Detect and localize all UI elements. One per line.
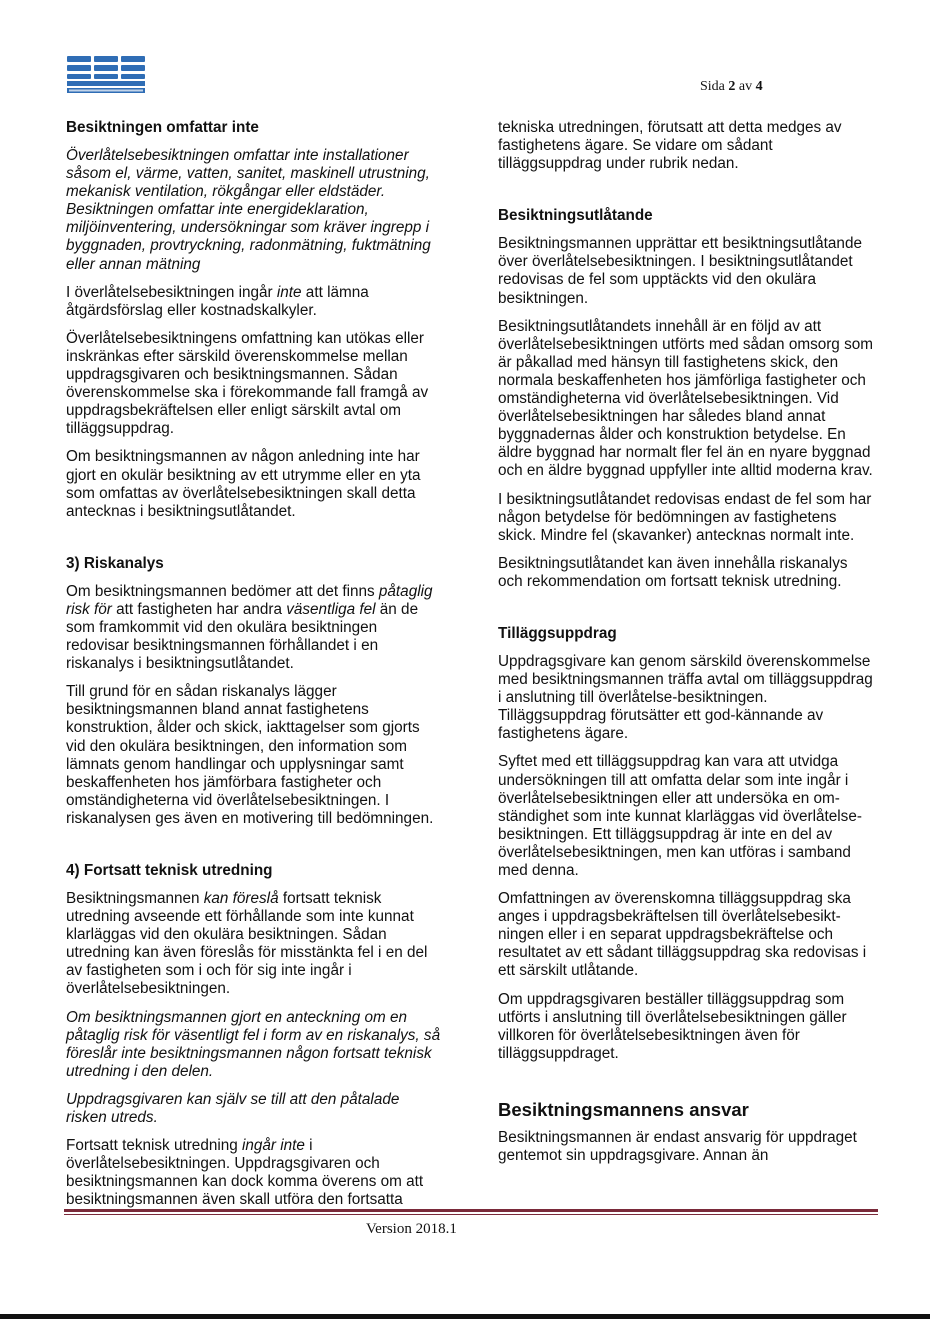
paragraph: I besiktningsutlåtandet redovisas endast de fel som har någon betydelse för bedömningen av fastighetens skick. Mindre fel (skavanker) antecknas normalt inte. [498, 490, 872, 544]
footer-rule-thin [64, 1214, 878, 1215]
paragraph: Uppdragsgivare kan genom särskild överenskommelse med besiktningsmannen träffa avtal om tilläggsuppdrag i anslutning till överlåtelse-besiktningen. Tilläggsuppdrag förutsätter ett god-kännande av fastighetens ägare. [498, 652, 873, 743]
heading-besiktningsutlatande: Besiktningsutlåtande [498, 207, 653, 225]
paragraph: Om uppdragsgivaren beställer tilläggsuppdrag som utförts i anslutning till överlåtelsebesiktningen gäller villkoren för överlåtelsebesiktningen även för tilläggsuppdraget. [498, 990, 847, 1062]
paragraph: Besiktningsutlåtandets innehåll är en följd av att överlåtelsebesiktningen utförts med sådan omsorg som är påkallad med hänsyn till fastighetens skick, den normala beskaffenheten hos jämförliga fastigheter och omständigheterna vid överlåtelsebesiktningen. Vid överlåtelsebesiktningen har således bland annat byggnadernas ålder och konstruktion betydelse. En äldre byggnad har normalt fler fel än en nyare byggnad och en äldre byggnad uppfyller inte alltid moderna krav. [498, 317, 873, 480]
heading-besiktningen-omfattar-inte: Besiktningen omfattar inte [66, 119, 259, 136]
paragraph: Syftet med ett tilläggsuppdrag kan vara att utvidga undersökningen till att omfatta delar som inte ingår i överlåtelsebesiktningen eller att undersöka en om-ständighet som inte kunnat klarläggas vid överlåtelse-besiktningen. Ett tilläggsuppdrag är inte en del av överlåtelsebesiktningen, men kan utföras i samband med denna. [498, 753, 862, 879]
heading-besiktningsmannens-ansvar: Besiktningsmannens ansvar [498, 1098, 749, 1120]
paragraph: I överlåtelsebesiktningen ingår inte att lämna åtgärdsförslag eller kostnadskalkyler. [66, 283, 369, 319]
paragraph: Uppdragsgivaren kan själv se till att den påtalade risken utreds. [66, 1090, 400, 1127]
right-column [498, 119, 876, 1175]
paragraph: Besiktningsutlåtandet kan även innehålla riskanalys och rekommendation om fortsatt teknisk utredning. [498, 554, 848, 590]
paragraph: Om besiktningsmannen av någon anledning inte har gjort en okulär besiktning av ett utrymme eller en yta som omfattas av överlåtelsebesiktningen skall detta antecknas i besiktningsutlåtandet. [66, 448, 421, 520]
sbr-logo [66, 55, 146, 95]
paragraph: Om besiktningsmannen gjort en anteckning om en påtaglig risk för väsentligt fel i form av en riskanalys, så föreslår inte besiktningsmannen någon fortsatt teknisk utredning i den delen. [66, 1008, 441, 1080]
paragraph: Besiktningsmannen upprättar ett besiktningsutlåtande över överlåtelsebesiktningen. I besiktningsutlåtandet redovisas de fel som upptäckts vid den okulära besiktningen. [498, 235, 862, 307]
paragraph: Besiktningsmannen kan föreslå fortsatt teknisk utredning avseende ett förhållande som inte kunnat klarläggas vid den okulära besiktningen. Sådan utredning kan även föreslås för misstänkta fel i en del av fastigheten som i och för sig inte ingår i överlåtelsebesiktningen. [66, 890, 428, 998]
paragraph: Fortsatt teknisk utredning ingår inte i överlåtelsebesiktningen. Uppdragsgivaren och besiktningsmannen kan dock komma överens om att besiktningsmannen även skall utföra den fortsatta [66, 1137, 424, 1209]
version-label: Version 2018.1 [366, 1221, 457, 1237]
heading-fortsatt-teknisk-utredning: 4) Fortsatt teknisk utredning [66, 862, 273, 879]
paragraph: Omfattningen av överenskomna tilläggsuppdrag ska anges i uppdragsbekräftelsen till överlåtelsebesikt-ningen eller i en separat uppdragsbekräftelse och resultatet av ett sådant tilläggsuppdrag ska redovisas i ett särskilt utlåtande. [498, 890, 867, 980]
paragraph: Överlåtelsebesiktningen omfattar inte installationer såsom el, värme, vatten, sanitet, maskinell utrustning, mekanisk ventilation, rökgångar eller eldstäder. Besiktningen omfattar inte energideklaration, miljöinventering, undersökningar som kräver ingrepp i byggnaden, provtryckning, radonmätning, fuktmätning eller annan mätning [66, 147, 431, 273]
page-number: Sida 2 av 4 [700, 79, 763, 94]
heading-riskanalys: 3) Riskanalys [66, 554, 164, 572]
paragraph: Om besiktningsmannen bedömer att det finns påtaglig risk för att fastigheten har andra väsentliga fel än de som framkommit vid den okulära besiktningen redovisar besiktningsmannen förhållandet i en riskanalys i besiktningsutlåtandet. [66, 582, 433, 673]
heading-tillaggsuppdrag: Tilläggsuppdrag [498, 624, 617, 642]
paragraph: Överlåtelsebesiktningens omfattning kan utökas eller inskränkas efter särskild överenskommelse mellan uppdragsgivaren och besiktningsmannen. Sådan överenskommelse ska i förekommande fall framgå av uppdragsbekräftelsen eller enligt särskilt avtal om tilläggsuppdrag. [66, 329, 429, 438]
footer-rule [64, 1209, 878, 1212]
left-column [66, 119, 442, 1220]
paragraph: Till grund för en sådan riskanalys lägger besiktningsmannen bland annat fastighetens konstruktion, ålder och skick, iakttagelser som gjorts vid den okulära besiktningen, den information som lämnats genom handlingar och upplysningar samt beskaffenheten hos jämförbara fastigheter och omständigheterna vid överlåtelsebesiktningen. I riskanalysen ges även en motivering till bedömningen. [66, 683, 434, 827]
paragraph: tekniska utredningen, förutsatt att detta medges av fastighetens ägare. Se vidare om sådant tilläggsuppdrag under rubrik nedan. [498, 119, 842, 173]
paragraph: Besiktningsmannen är endast ansvarig för uppdraget gentemot sin uppdragsgivare. Annan än [498, 1128, 857, 1165]
page-bottom-edge [0, 1314, 930, 1319]
